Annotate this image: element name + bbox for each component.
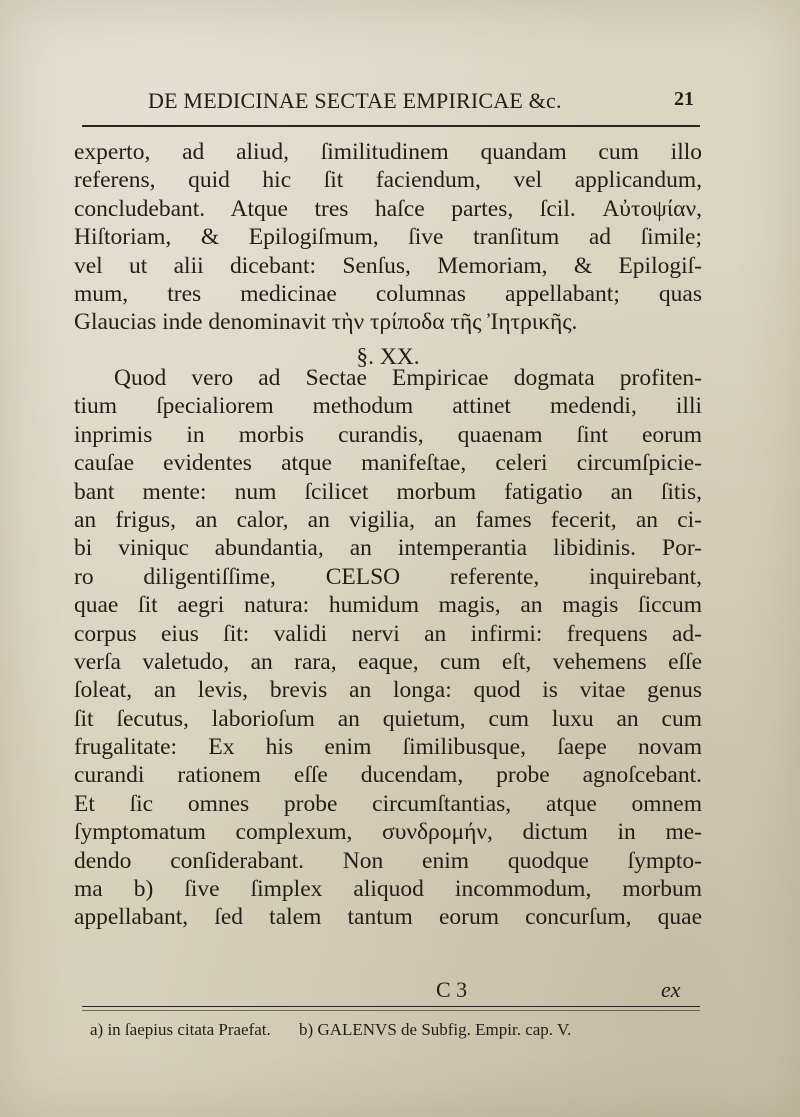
text-line: bant mente: num ſcilicet morbum fatigatio an ſitis, (74, 478, 702, 505)
text-line: Et ſic omnes probe circumſtantias, atque omnem (74, 790, 702, 817)
paragraph-section-xx (74, 364, 702, 932)
text-line: ſit ſecutus, laborioſum an quietum, cum luxu an cum (74, 705, 702, 732)
text-line: tium ſpecialiorem methodum attinet medendi, illi (74, 393, 702, 420)
text-line: ro diligentiſſime, CELSO referente, inquirebant, (74, 563, 702, 590)
text-line: cauſae evidentes atque manifeſtae, celeri circumſpicie- (74, 450, 702, 477)
text-line: appellabant, ſed talem tantum eorum concurſum, quae (74, 904, 702, 931)
text-line: mum, tres medicinae columnas appellabant; quas (74, 280, 702, 307)
signature-mark: C 3 (436, 977, 468, 1002)
footnote-rule-thin (82, 1010, 700, 1011)
text-line: Glaucias inde denominavit τὴν τρίποδα τῆς Ἰητρικῆς. (74, 309, 578, 336)
text-line: corpus eius ſit: validi nervi an infirmi: frequens ad- (74, 620, 702, 647)
footnote-rule (82, 1006, 700, 1007)
text-line: quae ſit aegri natura: humidum magis, an magis ſiccum (74, 592, 702, 619)
text-line: vel ut alii dicebant: Senſus, Memoriam, & Epilogiſ- (74, 252, 702, 279)
text-line: an frigus, an calor, an vigilia, an fames fecerit, an ci- (74, 506, 702, 533)
catchword: ex (661, 977, 681, 1002)
page-header (0, 84, 800, 118)
text-line: ſoleat, an levis, brevis an longa: quod is vitae genus (74, 677, 702, 704)
text-line: referens, quid hic ſit faciendum, vel applicandum, (74, 167, 702, 194)
text-line: Hiſtoriam, & Epilogiſmum, ſive tranſitum ad ſimile; (74, 224, 702, 251)
text-line: ma b) ſive ſimplex aliquod incommodum, morbum (74, 876, 702, 903)
page-number: 21 (674, 88, 694, 110)
text-line: frugalitate: Ex his enim ſimilibusque, ſaepe novam (74, 734, 702, 761)
text-line: ſymptomatum complexum, συνδρομήν, dictum in me- (74, 819, 702, 846)
text-line: verſa valetudo, an rara, eaque, cum eſt, vehemens eſſe (74, 648, 702, 675)
footnotes (90, 1020, 700, 1040)
text-line: bi viniquc abundantia, an intemperantia libidinis. Por- (74, 535, 702, 562)
footnote-a: a) in ſaepius citata Praefat. (90, 1020, 271, 1039)
text-line: concludebant. Atque tres haſce partes, ſcil. Αὐτοψίαν, (74, 195, 702, 222)
header-rule (82, 125, 700, 127)
text-line: inprimis in morbis curandis, quaenam ſint eorum (74, 421, 702, 448)
text-line: Quod vero ad Sectae Empiricae dogmata profiten- (114, 365, 702, 391)
section-heading: §. XX. (356, 343, 420, 370)
paragraph-continuation (74, 138, 702, 371)
text-line: dendo conſiderabant. Non enim quodque ſympto- (74, 847, 702, 874)
text-line: experto, ad aliud, ſimilitudinem quandam cum illo (74, 139, 702, 165)
footnote-b: b) GALENVS de Subfig. Empir. cap. V. (299, 1020, 572, 1039)
running-head: DE MEDICINAE SECTAE EMPIRICAE &c. (148, 88, 562, 113)
text-line: curandi rationem eſſe ducendam, probe agnoſcebant. (74, 762, 702, 789)
